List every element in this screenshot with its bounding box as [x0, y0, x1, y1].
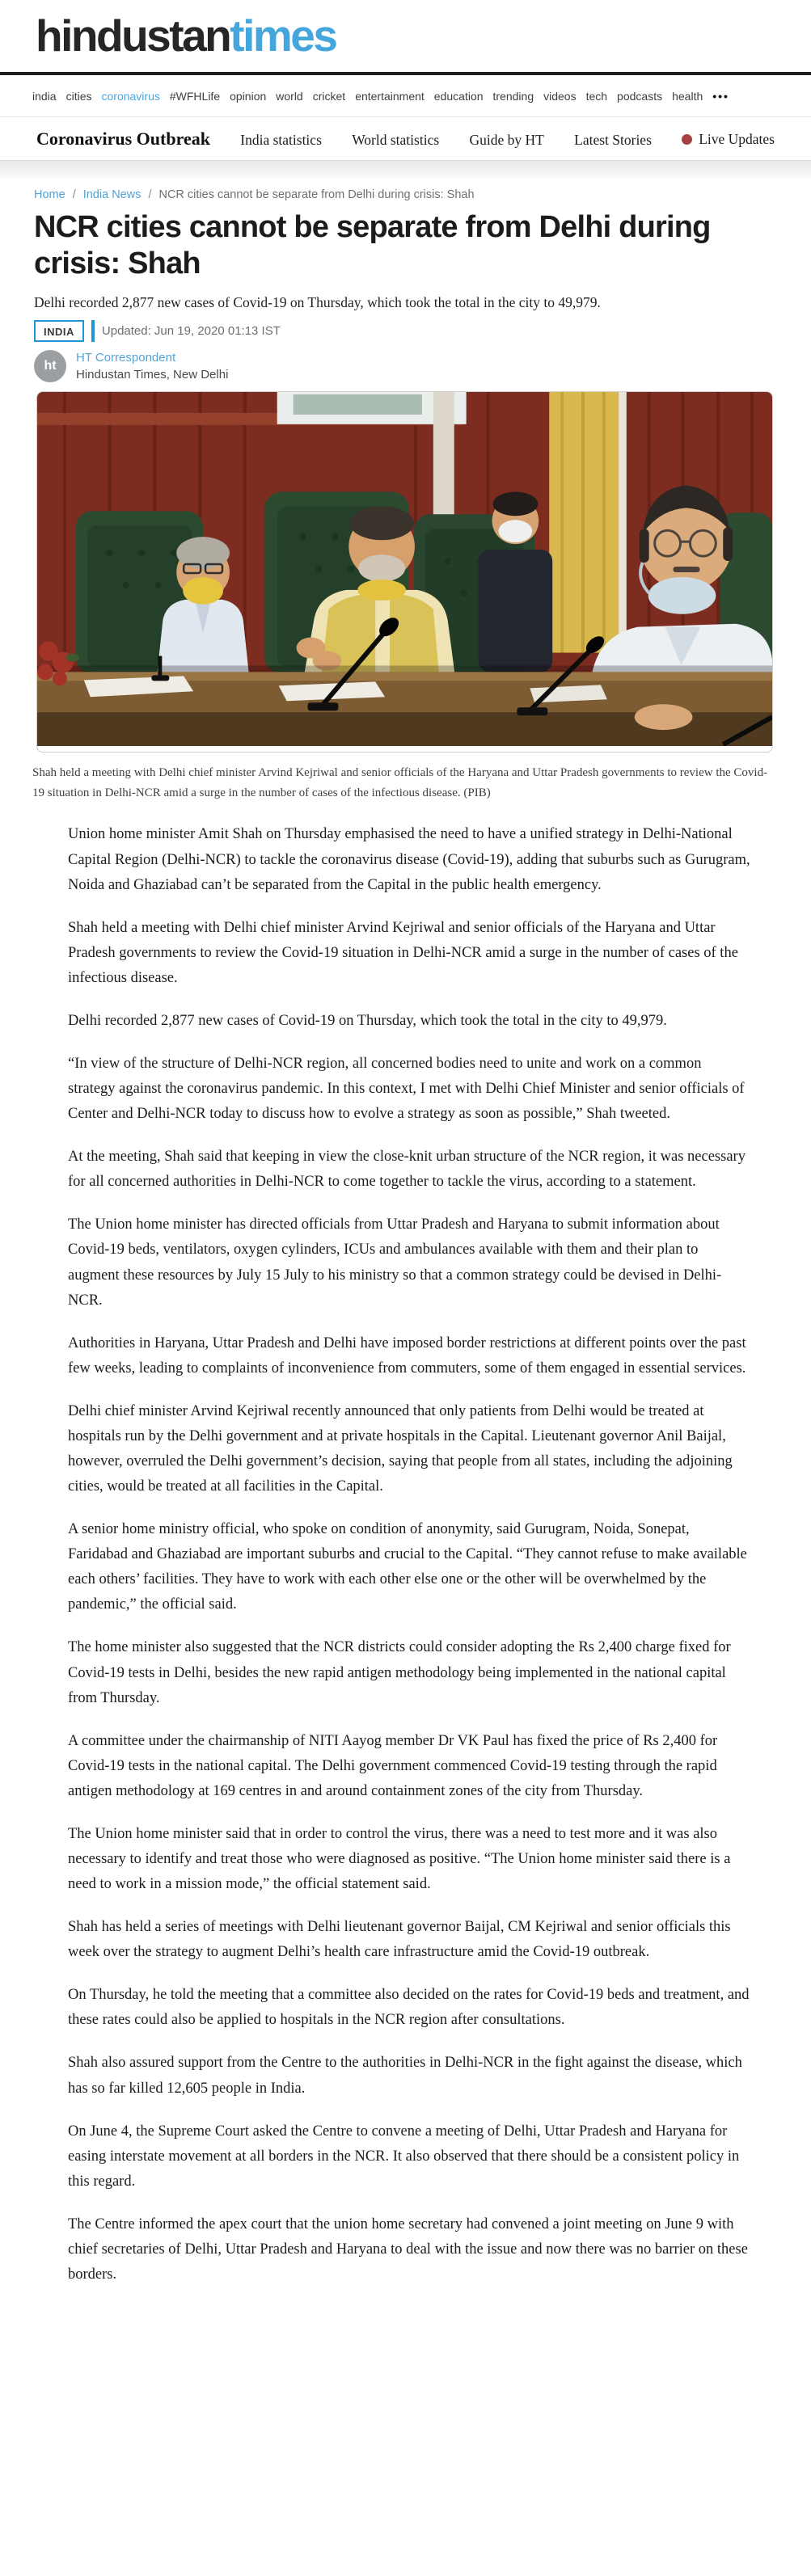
section-badge[interactable]: INDIA [34, 320, 84, 342]
article-paragraph: Shah has held a series of meetings with Delhi lieutenant governor Baijal, CM Kejriwal and senior officials this week over the strategy to augment Delhi’s health care infrastructure amid the Covid-19 outbreak. [68, 1919, 731, 1961]
coronavirus-nav-item[interactable]: Guide by HT [469, 131, 544, 148]
breadcrumb-home[interactable]: Home [34, 188, 65, 201]
article-body [68, 822, 751, 2287]
article-paragraph: Shah held a meeting with Delhi chief minister Arvind Kejriwal and senior officials of the Haryana and Uttar Pradesh governments to review the Covid-19 situation in Delhi-NCR amid a surge in the number of cases of the infectious disease. [68, 919, 738, 986]
photo-caption: Shah held a meeting with Delhi chief minister Arvind Kejriwal and senior officials of the Haryana and Uttar Pradesh governments to review the Covid-19 situation in Delhi-NCR amid a surge in the number of cases of the infectious disease. (PIB) [32, 765, 768, 799]
live-updates-link[interactable] [682, 131, 775, 148]
primary-nav-item[interactable]: india [32, 89, 57, 103]
breadcrumb-separator: / [148, 188, 152, 201]
article-paragraph: Shah also assured support from the Centre to the authorities in Delhi-NCR in the fight against the disease, which has so far killed 12,605 people in India. [68, 2055, 742, 2097]
article-meta [34, 320, 775, 342]
article-paragraph: A committee under the chairmanship of NITI Aayog member Dr VK Paul has fixed the price of Rs 2,400 for Covid-19 tests in the national capital. The Delhi government commenced Covid-19 testing through the rapid antigen methodology at 169 centres in and around containment zones of the city from Thursday. [68, 1732, 718, 1799]
avatar[interactable]: ht [34, 350, 66, 382]
article-paragraph: On Thursday, he told the meeting that a committee also decided on the rates for Covid-19 beds and treatment, and these rates could also be applied to hospitals in the NCR region after consultations. [68, 1987, 750, 2029]
page-title: NCR cities cannot be separate from Delhi during crisis: Shah [34, 210, 711, 280]
ht-logo-text-black: hindustan [36, 11, 230, 61]
breadcrumb-separator: / [72, 188, 76, 201]
article-summary: Delhi recorded 2,877 new cases of Covid-19 on Thursday, which took the total in the city to 49,979. [34, 293, 601, 310]
badge-accent-bar [91, 320, 95, 342]
coronavirus-nav-item[interactable]: World statistics [352, 131, 440, 148]
article-paragraph: Delhi recorded 2,877 new cases of Covid-19 on Thursday, which took the total in the city to 49,979. [68, 1012, 667, 1029]
coronavirus-nav-item[interactable]: India statistics [240, 131, 322, 148]
article-paragraph: Delhi chief minister Arvind Kejriwal recently announced that only patients from Delhi would be treated at hospitals run by the Delhi government and at private hospitals in the Capital. Lieutenant governor Anil Baijal, however, overruled the Delhi government’s decision, saying that people from all states, including the adjoining cities, would be treated at all facilities in the Capital. [68, 1402, 733, 1495]
live-updates-label: Live Updates [699, 130, 775, 147]
primary-nav-item[interactable]: entertainment [355, 89, 425, 103]
primary-nav-item[interactable]: cricket [312, 89, 346, 103]
author-name-link[interactable]: HT Correspondent [76, 350, 176, 365]
primary-nav-item[interactable]: health [672, 89, 703, 103]
more-menu-button[interactable]: ••• [712, 89, 729, 103]
updated-timestamp: Updated: Jun 19, 2020 01:13 IST [101, 323, 281, 338]
article-paragraph: The Union home minister has directed officials from Uttar Pradesh and Haryana to submit information about Covid-19 beds, ventilators, oxygen cylinders, ICUs and ambulances available with them and their plan to augment these resources by July 15 July to his ministry so that a common strategy could be devised in Delhi-NCR. [68, 1216, 722, 1309]
ht-logo-text-blue: times [230, 11, 336, 61]
author-organization: Hindustan Times, New Delhi [76, 367, 229, 382]
breadcrumb-current: NCR cities cannot be separate from Delhi during crisis: Shah [158, 188, 475, 201]
primary-nav-item[interactable]: videos [543, 89, 577, 103]
breadcrumb-india-news[interactable]: India News [82, 188, 142, 201]
primary-nav-item[interactable]: cities [65, 89, 92, 103]
primary-nav-item[interactable]: podcasts [617, 89, 663, 103]
breadcrumb [0, 180, 811, 201]
article-paragraph: A senior home ministry official, who spoke on condition of anonymity, said Gurugram, Noida, Sonepat, Faridabad and Ghaziabad are important suburbs and crucial to the Capital. “They cannot refuse to make available each others’ facilities. They have to work with each other else one or the other will be overwhelmed by the pandemic,” the official said. [68, 1521, 747, 1613]
author-block [34, 350, 775, 382]
article-paragraph: The Union home minister said that in order to control the virus, there was a need to test more and it was also necessary to identify and treat those who were diagnosed as positive. “The Union home minister said there is a need to work in a mission mode,” the official statement said. [68, 1825, 731, 1893]
coronavirus-outbreak-brand[interactable]: Coronavirus Outbreak [36, 128, 210, 149]
section-divider [0, 160, 811, 180]
coronavirus-nav-item[interactable]: Latest Stories [574, 131, 652, 148]
article-photo [36, 391, 773, 753]
coronavirus-outbreak-nav [0, 117, 811, 160]
article-paragraph: “In view of the structure of Delhi-NCR region, all concerned bodies need to unite and work on a common strategy against the coronavirus pandemic. In this context, I met with Delhi Chief Minister and senior officials of Center and Delhi-NCR today to discuss how to evolve a strategy as soon as possible,” Shah tweeted. [68, 1055, 745, 1123]
meeting-room-illustration [37, 392, 772, 746]
article-paragraph: At the meeting, Shah said that keeping in view the close-knit urban structure of the NCR region, it was necessary for all concerned authorities in Delhi-NCR to come together to tackle the virus, according to a statement. [68, 1149, 746, 1191]
article-paragraph: The home minister also suggested that the NCR districts could consider adopting the Rs 2,400 charge fixed for Covid-19 tests in Delhi, besides the new rapid antigen methodology being implemented in the national capital from Thursday. [68, 1639, 731, 1706]
primary-nav-item[interactable]: education [433, 89, 484, 103]
masthead [0, 0, 811, 75]
article-paragraph: The Centre informed the apex court that the union home secretary had convened a joint meeting on June 9 with chief secretaries of Delhi, Uttar Pradesh and Haryana to deal with the issue and now there was no barrier on these borders. [68, 2216, 748, 2283]
article-paragraph: Authorities in Haryana, Uttar Pradesh and Delhi have imposed border restrictions at different points over the past few weeks, leading to complaints of inconvenience from commuters, some of them engaged in essential services. [68, 1334, 746, 1377]
primary-nav-item[interactable]: opinion [230, 89, 267, 103]
primary-nav-item[interactable]: trending [492, 89, 534, 103]
primary-nav-item[interactable]: world [276, 89, 303, 103]
live-dot-icon [682, 134, 692, 145]
primary-nav-item[interactable]: tech [585, 89, 608, 103]
article-paragraph: Union home minister Amit Shah on Thursday emphasised the need to have a unified strategy in Delhi-National Capital Region (Delhi-NCR) to tackle the coronavirus disease (Covid-19), adding that suburbs such as Gurugram, Noida and Ghaziabad can’t be separated from the Capital in the public health emergency. [68, 826, 750, 893]
primary-nav-item[interactable]: coronavirus [101, 89, 160, 103]
ht-logo[interactable] [36, 11, 336, 61]
primary-nav-item[interactable]: #WFHLife [169, 89, 221, 103]
article-paragraph: On June 4, the Supreme Court asked the Centre to convene a meeting of Delhi, Uttar Pradesh and Haryana for easing interstate movement at all borders in the NCR. It also observed that there should be a consistent policy in this regard. [68, 2123, 740, 2190]
primary-nav [0, 75, 811, 117]
